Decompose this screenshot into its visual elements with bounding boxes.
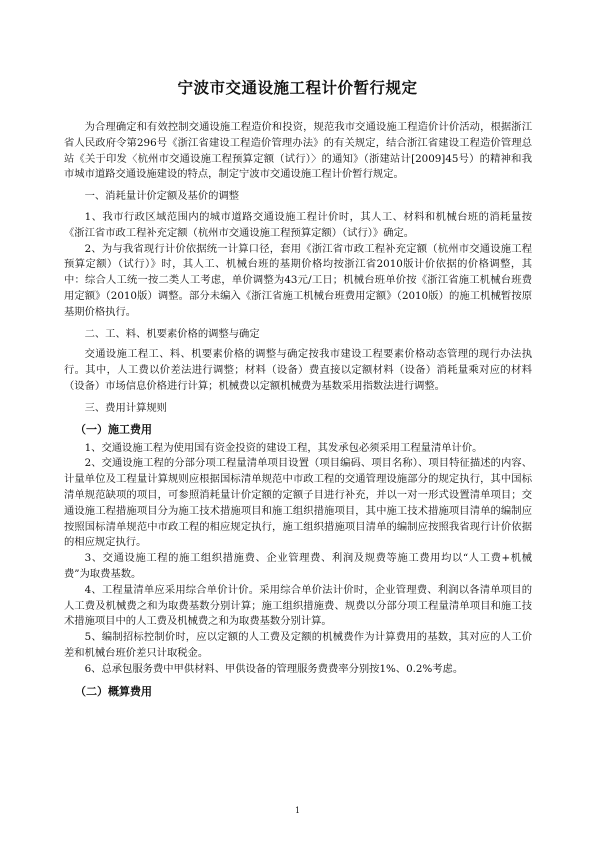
paragraph: 1、我市行政区域范围内的城市道路交通设施工程计价时，其人工、材料和机械台班的消耗量按《浙江省市政工程补充定额（杭州市交通设施工程预算定额）（试行）》确定。 [64,210,532,239]
section-heading-price-adjustment: 二、工、料、机要素价格的调整与确定 [84,327,260,340]
paragraph: 交通设施工程工、料、机要素价格的调整与确定按我市建设工程要素价格动态管理的现行办法执行。其中，人工费以价差法进行调整；材料（设备）费直接以定额材料（设备）消耗量乘对应的材料（设备）市场信息价格进行计算；机械费以定额机械费为基数采用指数法进行调整。 [64,348,532,392]
paragraph: 1、交通设施工程为使用国有资金投资的建设工程，其发承包必须采用工程量清单计价。 [84,441,483,454]
paragraph: 5、编制招标控制价时，应以定额的人工费及定额的机械费作为计算费用的基数，其对应的人工价差和机械台班价差只计取税金。 [64,631,532,659]
document-title: 宁波市交通设施工程计价暂行规定 [177,79,418,97]
paragraph: 3、交通设施工程的施工组织措施费、企业管理费、利润及规费等施工费用均以“人工费+机械费”为取费基数。 [64,552,532,580]
subsection-heading-construction-fees: （一）施工费用 [75,422,152,436]
paragraph: 2、交通设施工程的分部分项工程量清单项目设置（项目编码、项目名称）、项目特征描述的内容、计量单位及工程量计算规则应根据国标清单规范中市政工程的交通管理设施部分的规定执行，其中国标清单规范缺项的项目，可参照消耗量计价定额的定额子目进行补充，并以一对一形式设置清单项目；交通设施工程措施项目分为施工技术措施项目和施工组织措施项目，其中施工技术措施项目清单的编制应按照国标清单规范中市政工程的相应规定执行，施工组织措施项目清单的编制应按照我省现行计价依据的相应规定执行。 [64,457,532,549]
page-number: 1 [294,806,301,815]
intro-paragraph: 为合理确定和有效控制交通设施工程造价和投资，规范我市交通设施工程造价计价活动，根据浙江省人民政府令第296号《浙江省建设工程造价管理办法》的有关规定，结合浙江省建设工程造价管理总站《关于印发〈杭州市交通设施工程预算定额（试行）〉的通知》（浙建站计[2009]45号）的精神和我市城市道路交通设施建设的特点，制定宁波市交通设施工程计价暂行规定。 [64,121,532,181]
paragraph: 2、为与我省现行计价依据统一计算口径，套用《浙江省市政工程补充定额（杭州市交通设施工程预算定额）（试行）》时，其人工、机械台班的基期价格均按浙江省2010版计价依据的价格调整，其中：综合人工统一按二类人工考虑，单价调整为43元/工日；机械台班单价按《浙江省施工机械台班费用定额》（2010版）调整。部分未编入《浙江省施工机械台班费用定额》（2010版）的施工机械暂按原基期价格执行。 [64,242,532,318]
paragraph: 6、总承包服务费中甲供材料、甲供设备的管理服务费费率分别按1%、0.2%考虑。 [84,662,464,675]
paragraph: 4、工程量清单应采用综合单价计价。采用综合单价法计价时，企业管理费、利润以各清单项目的人工费及机械费之和为取费基数分别计算；施工组织措施费、规费以分部分项工程量清单项目和施工技术措施项目中的人工费及机械费之和为取费基数分别计算。 [64,583,532,628]
section-heading-fee-rules: 三、费用计算规则 [84,401,167,414]
section-heading-quota-adjustment: 一、消耗量计价定额及基价的调整 [84,190,240,203]
subsection-heading-estimate-fees: （二）概算费用 [75,684,152,698]
document-body [64,120,532,703]
